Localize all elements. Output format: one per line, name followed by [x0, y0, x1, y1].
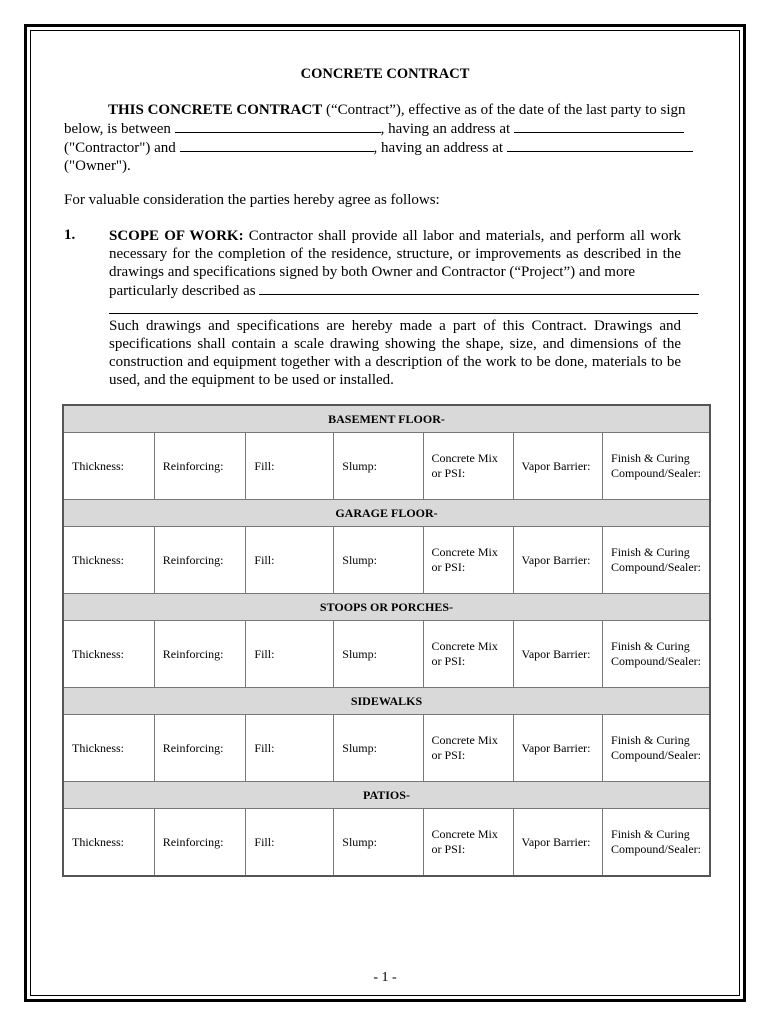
reinforcing-field[interactable]: Reinforcing: — [154, 621, 246, 688]
document-title: CONCRETE CONTRACT — [300, 66, 470, 82]
reinforcing-field[interactable]: Reinforcing: — [154, 527, 246, 594]
intro-line2-b: , having an address at — [380, 121, 514, 137]
scope-of-work-paragraph — [109, 227, 681, 300]
thickness-field[interactable]: Thickness: — [63, 527, 154, 594]
intro-paragraph — [64, 101, 700, 175]
finish-curing-field[interactable]: Finish & Curing Compound/Sealer: — [603, 809, 710, 877]
fill-field[interactable]: Fill: — [246, 527, 334, 594]
finish-curing-field[interactable]: Finish & Curing Compound/Sealer: — [603, 433, 710, 500]
reinforcing-field[interactable]: Reinforcing: — [154, 433, 246, 500]
vapor-barrier-field[interactable]: Vapor Barrier: — [513, 809, 603, 877]
fill-field[interactable]: Fill: — [246, 715, 334, 782]
thickness-field[interactable]: Thickness: — [63, 715, 154, 782]
owner-name-blank[interactable] — [180, 138, 374, 152]
slump-field[interactable]: Slump: — [334, 433, 423, 500]
scope-last-line: particularly described as — [109, 283, 260, 299]
table-row — [63, 433, 710, 500]
contractor-address-blank[interactable] — [514, 119, 684, 133]
section-header: GARAGE FLOOR- — [63, 500, 710, 527]
fill-field[interactable]: Fill: — [246, 621, 334, 688]
section-header: BASEMENT FLOOR- — [63, 405, 710, 433]
finish-curing-field[interactable]: Finish & Curing Compound/Sealer: — [603, 527, 710, 594]
intro-line2-a: below, is between — [64, 121, 175, 137]
reinforcing-field[interactable]: Reinforcing: — [154, 715, 246, 782]
drawings-paragraph: Such drawings and specifications are hereby made a part of this Contract. Drawings and specifications shall contain a scale drawing showing the shape, size, and dimensions of the construction and equipment together with a description of the work to be done, materials to be used, and the equipment to be used or installed. — [109, 318, 681, 388]
intro-line4: ("Owner"). — [64, 158, 131, 174]
section-number: 1. — [64, 227, 76, 243]
fill-field[interactable]: Fill: — [246, 809, 334, 877]
concrete-mix-field[interactable]: Concrete Mix or PSI: — [423, 809, 513, 877]
thickness-field[interactable]: Thickness: — [63, 433, 154, 500]
page-number: - 1 - — [373, 970, 397, 985]
concrete-spec-table — [62, 404, 711, 877]
finish-curing-field[interactable]: Finish & Curing Compound/Sealer: — [603, 621, 710, 688]
consideration-text: For valuable consideration the parties hereby agree as follows: — [64, 192, 440, 208]
finish-curing-field[interactable]: Finish & Curing Compound/Sealer: — [603, 715, 710, 782]
scope-body: Contractor shall provide all labor and materials, and perform all work necessary for the completion of the residence, structure, or improvements as described in the drawings and specifications signed by both Owner and Contractor (“Project”) and more — [109, 228, 682, 280]
slump-field[interactable]: Slump: — [334, 621, 423, 688]
concrete-mix-field[interactable]: Concrete Mix or PSI: — [423, 621, 513, 688]
intro-line3-a: ("Contractor") and — [64, 140, 180, 156]
concrete-mix-field[interactable]: Concrete Mix or PSI: — [423, 715, 513, 782]
slump-field[interactable]: Slump: — [334, 527, 423, 594]
table-row — [63, 621, 710, 688]
intro-line1: (“Contract”), effective as of the date of the last party to sign — [322, 102, 686, 118]
project-description-blank-2[interactable] — [109, 313, 698, 314]
section-header: PATIOS- — [63, 782, 710, 809]
vapor-barrier-field[interactable]: Vapor Barrier: — [513, 715, 603, 782]
thickness-field[interactable]: Thickness: — [63, 621, 154, 688]
owner-address-blank[interactable] — [507, 138, 693, 152]
concrete-mix-field[interactable]: Concrete Mix or PSI: — [423, 433, 513, 500]
table-row — [63, 715, 710, 782]
slump-field[interactable]: Slump: — [334, 715, 423, 782]
intro-line3-b: , having an address at — [373, 140, 507, 156]
contractor-name-blank[interactable] — [175, 119, 381, 133]
fill-field[interactable]: Fill: — [246, 433, 334, 500]
scope-heading: SCOPE OF WORK: — [109, 228, 244, 244]
concrete-mix-field[interactable]: Concrete Mix or PSI: — [423, 527, 513, 594]
slump-field[interactable]: Slump: — [334, 809, 423, 877]
table-row — [63, 527, 710, 594]
section-header: SIDEWALKS — [63, 688, 710, 715]
section-header: STOOPS OR PORCHES- — [63, 594, 710, 621]
thickness-field[interactable]: Thickness: — [63, 809, 154, 877]
table-row — [63, 809, 710, 877]
vapor-barrier-field[interactable]: Vapor Barrier: — [513, 527, 603, 594]
reinforcing-field[interactable]: Reinforcing: — [154, 809, 246, 877]
project-description-blank[interactable] — [259, 281, 699, 295]
vapor-barrier-field[interactable]: Vapor Barrier: — [513, 433, 603, 500]
intro-bold-lead: THIS CONCRETE CONTRACT — [108, 102, 323, 118]
vapor-barrier-field[interactable]: Vapor Barrier: — [513, 621, 603, 688]
